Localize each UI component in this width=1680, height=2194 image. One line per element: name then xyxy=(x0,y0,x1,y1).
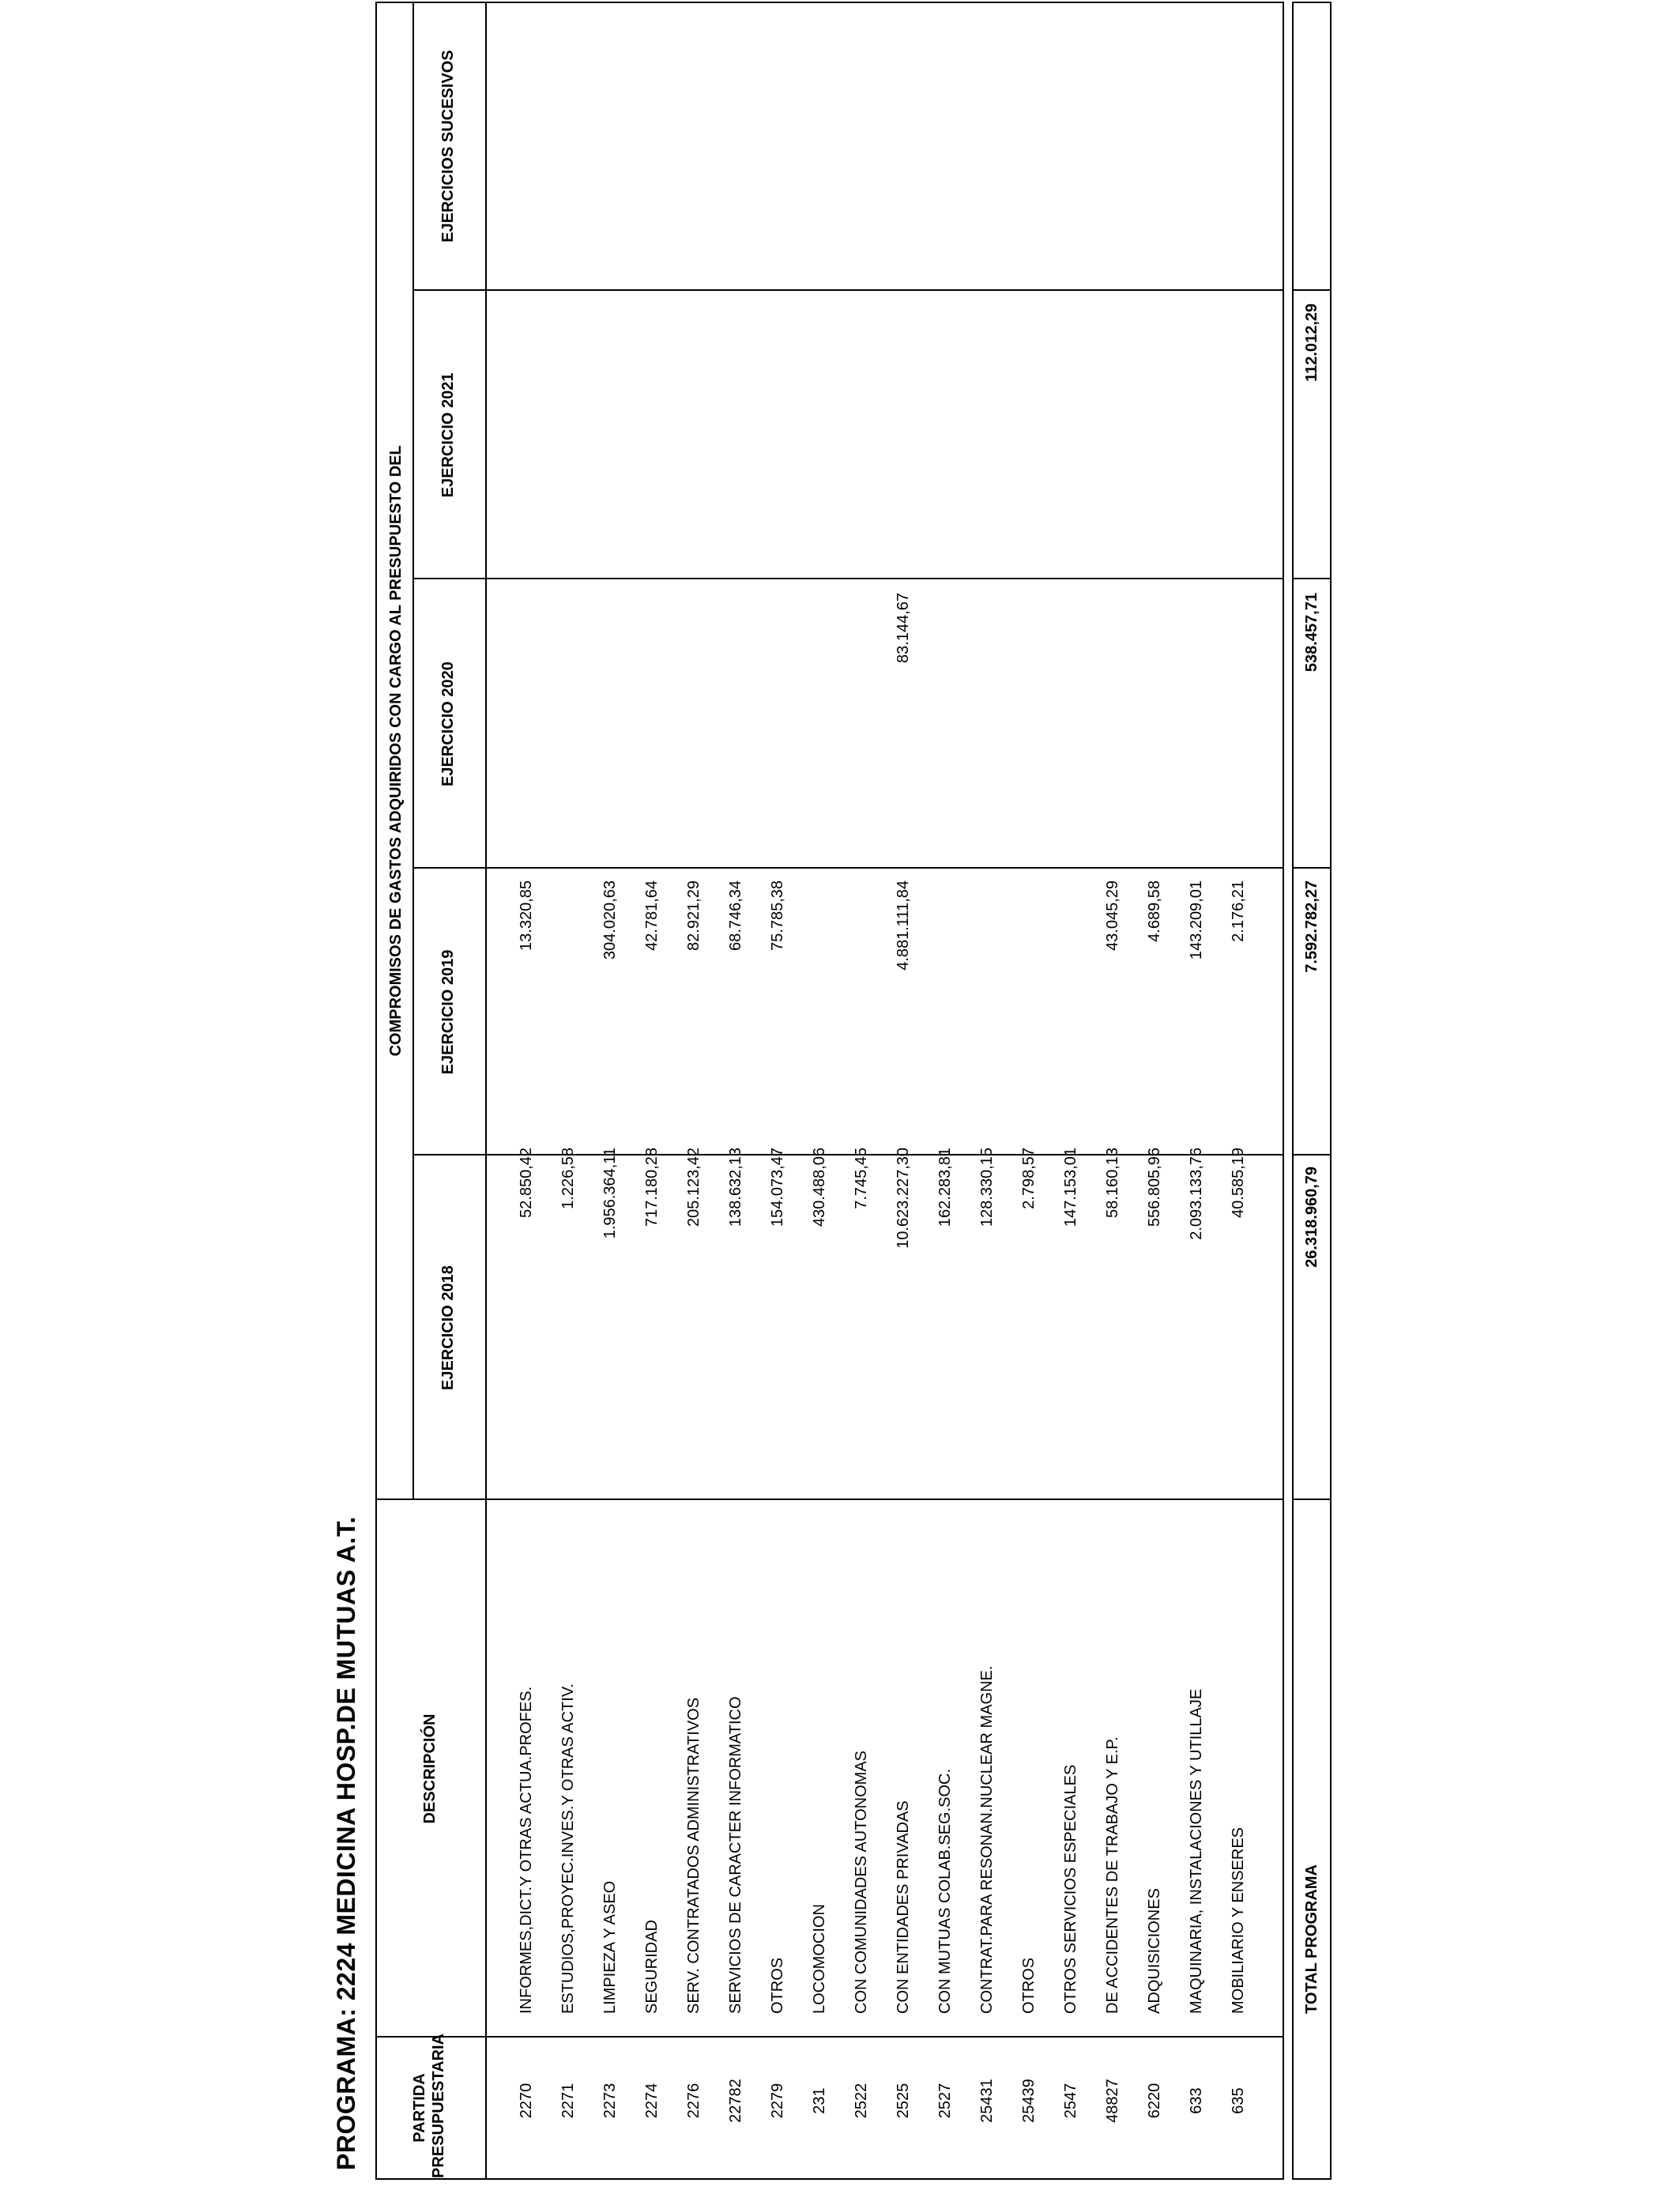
descripcion-cell: SERV. CONTRATADOS ADMINISTRATIVOS xyxy=(685,1697,703,2014)
col-divider xyxy=(1294,867,1330,869)
amount-y2018: 154.073,47 xyxy=(769,1148,786,1227)
page-title: PROGRAMA: 2224 MEDICINA HOSP.DE MUTUAS A.T. xyxy=(332,1516,360,2170)
amount-y2019: 68.746,34 xyxy=(727,880,744,951)
total-2020: 538.457,71 xyxy=(1303,593,1320,673)
descripcion-cell: INFORMES,DICT.Y OTRAS ACTUA.PROFES. xyxy=(518,1686,535,2014)
descripcion-cell: ESTUDIOS,PROYEC.INVES.Y OTRAS ACTIV. xyxy=(559,1683,577,2014)
header-partida-line2: PRESUPUESTARIA xyxy=(430,2034,447,2178)
amount-y2019: 82.921,29 xyxy=(685,880,703,951)
descripcion-cell: CON MUTUAS COLAB.SEG.SOC. xyxy=(936,1768,954,2014)
descripcion-cell: OTROS xyxy=(1020,1957,1038,2014)
partida-code: 635 xyxy=(1230,2087,1247,2114)
amount-y2019: 43.045,29 xyxy=(1104,880,1121,951)
amount-y2019: 143.209,01 xyxy=(1188,880,1205,960)
amount-y2018: 52.850,42 xyxy=(518,1148,535,1218)
descripcion-cell: CONTRAT.PARA RESONAN.NUCLEAR MAGNE. xyxy=(978,1665,996,2014)
partida-code: 2273 xyxy=(601,2083,619,2119)
col-divider xyxy=(1294,1498,1330,1500)
partida-code: 48827 xyxy=(1104,2079,1121,2123)
header-sucesivos: EJERCICIOS SUCESIVOS xyxy=(439,50,457,243)
amount-y2018: 1.226,58 xyxy=(559,1148,577,1209)
col-divider xyxy=(377,2036,1283,2038)
amount-y2018: 1.956.364,11 xyxy=(601,1148,619,1239)
header-divider xyxy=(485,3,487,2178)
total-label: TOTAL PROGRAMA xyxy=(1303,1864,1320,2014)
descripcion-cell: CON ENTIDADES PRIVADAS xyxy=(895,1800,912,2014)
total-row xyxy=(1292,2,1332,2180)
amount-y2018: 162.283,81 xyxy=(936,1148,954,1227)
col-divider xyxy=(412,578,1283,579)
descripcion-cell: MAQUINARIA, INSTALACIONES Y UTILLAJE xyxy=(1188,1688,1205,2014)
header-ej2020: EJERCICIO 2020 xyxy=(439,662,457,786)
col-divider xyxy=(412,289,1283,291)
header-descripcion: DESCRIPCIÓN xyxy=(421,1713,439,1824)
header-ej2019: EJERCICIO 2019 xyxy=(439,949,457,1075)
header-partida xyxy=(410,2034,448,2178)
col-divider xyxy=(412,867,1283,869)
partida-code: 22782 xyxy=(727,2079,744,2123)
partida-code: 2525 xyxy=(895,2083,912,2119)
amount-y2019: 75.785,38 xyxy=(769,880,786,951)
amount-y2018: 205.123,42 xyxy=(685,1148,703,1227)
group-divider xyxy=(412,3,414,1500)
descripcion-cell: MOBILIARIO Y ENSERES xyxy=(1230,1826,1247,2014)
amount-y2018: 128.330,15 xyxy=(978,1148,996,1227)
descripcion-cell: SEGURIDAD xyxy=(643,1920,661,2014)
col-divider xyxy=(1294,1154,1330,1155)
total-2018: 26.318.960,79 xyxy=(1303,1167,1320,1268)
total-2019: 7.592.782,27 xyxy=(1303,880,1320,973)
partida-code: 6220 xyxy=(1146,2083,1163,2119)
amount-y2018: 430.488,06 xyxy=(811,1148,828,1227)
amount-y2018: 40.585,19 xyxy=(1230,1148,1247,1218)
header-ej2021: EJERCICIO 2021 xyxy=(439,372,457,498)
partida-code: 2276 xyxy=(685,2083,703,2119)
partida-code: 25439 xyxy=(1020,2079,1038,2123)
partida-code: 2522 xyxy=(853,2083,870,2119)
amount-y2018: 717.180,28 xyxy=(643,1148,661,1227)
amount-y2019: 2.176,21 xyxy=(1230,880,1247,942)
partida-code: 231 xyxy=(811,2087,828,2114)
amount-y2019: 42.781,64 xyxy=(643,880,661,951)
partida-code: 633 xyxy=(1188,2087,1205,2114)
header-ej2018: EJERCICIO 2018 xyxy=(439,1265,457,1390)
partida-code: 2271 xyxy=(559,2083,577,2119)
amount-y2019: 304.020,63 xyxy=(601,880,619,960)
amount-y2018: 7.745,45 xyxy=(853,1148,870,1209)
partida-code: 2279 xyxy=(769,2083,786,2119)
partida-code: 2547 xyxy=(1062,2083,1079,2119)
descripcion-cell: SERVICIOS DE CARACTER INFORMATICO xyxy=(727,1696,744,2014)
amount-y2019: 13.320,85 xyxy=(518,880,535,951)
amount-y2018: 138.632,13 xyxy=(727,1148,744,1227)
descripcion-cell: OTROS xyxy=(769,1957,786,2014)
amount-y2019: 4.881.111,84 xyxy=(895,880,912,971)
descripcion-cell: CON COMUNIDADES AUTONOMAS xyxy=(853,1751,870,2014)
col-divider xyxy=(1294,578,1330,579)
amount-y2018: 58.160,13 xyxy=(1104,1148,1121,1218)
header-partida-line1: PARTIDA xyxy=(411,2073,428,2143)
descripcion-cell: DE ACCIDENTES DE TRABAJO Y E.P. xyxy=(1104,1736,1121,2014)
amount-y2018: 556.805,96 xyxy=(1146,1148,1163,1227)
amount-y2019: 4.689,58 xyxy=(1146,880,1163,942)
descripcion-cell: OTROS SERVICIOS ESPECIALES xyxy=(1062,1764,1079,2014)
descripcion-cell: LIMPIEZA Y ASEO xyxy=(601,1880,619,2014)
descripcion-cell: LOCOMOCION xyxy=(811,1904,828,2014)
partida-code: 2270 xyxy=(518,2083,535,2119)
partida-code: 25431 xyxy=(978,2079,996,2123)
amount-y2018: 2.798,57 xyxy=(1020,1148,1038,1209)
col-divider xyxy=(377,1498,1283,1500)
col-divider xyxy=(1294,289,1330,291)
amount-y2018: 2.093.133,76 xyxy=(1188,1148,1205,1240)
amount-y2018: 147.153,01 xyxy=(1062,1148,1079,1227)
total-2021: 112.012,29 xyxy=(1303,303,1320,382)
partida-code: 2527 xyxy=(936,2083,954,2119)
amount-y2018: 10.623.227,30 xyxy=(895,1148,912,1249)
partida-code: 2274 xyxy=(643,2083,661,2119)
descripcion-cell: ADQUISICIONES xyxy=(1146,1888,1163,2014)
header-group: COMPROMISOS DE GASTOS ADQUIRIDOS CON CARGO AL PRESUPUESTO DEL xyxy=(387,445,405,1057)
amount-y2020: 83.144,67 xyxy=(895,593,912,663)
budget-table xyxy=(375,2,1284,2180)
